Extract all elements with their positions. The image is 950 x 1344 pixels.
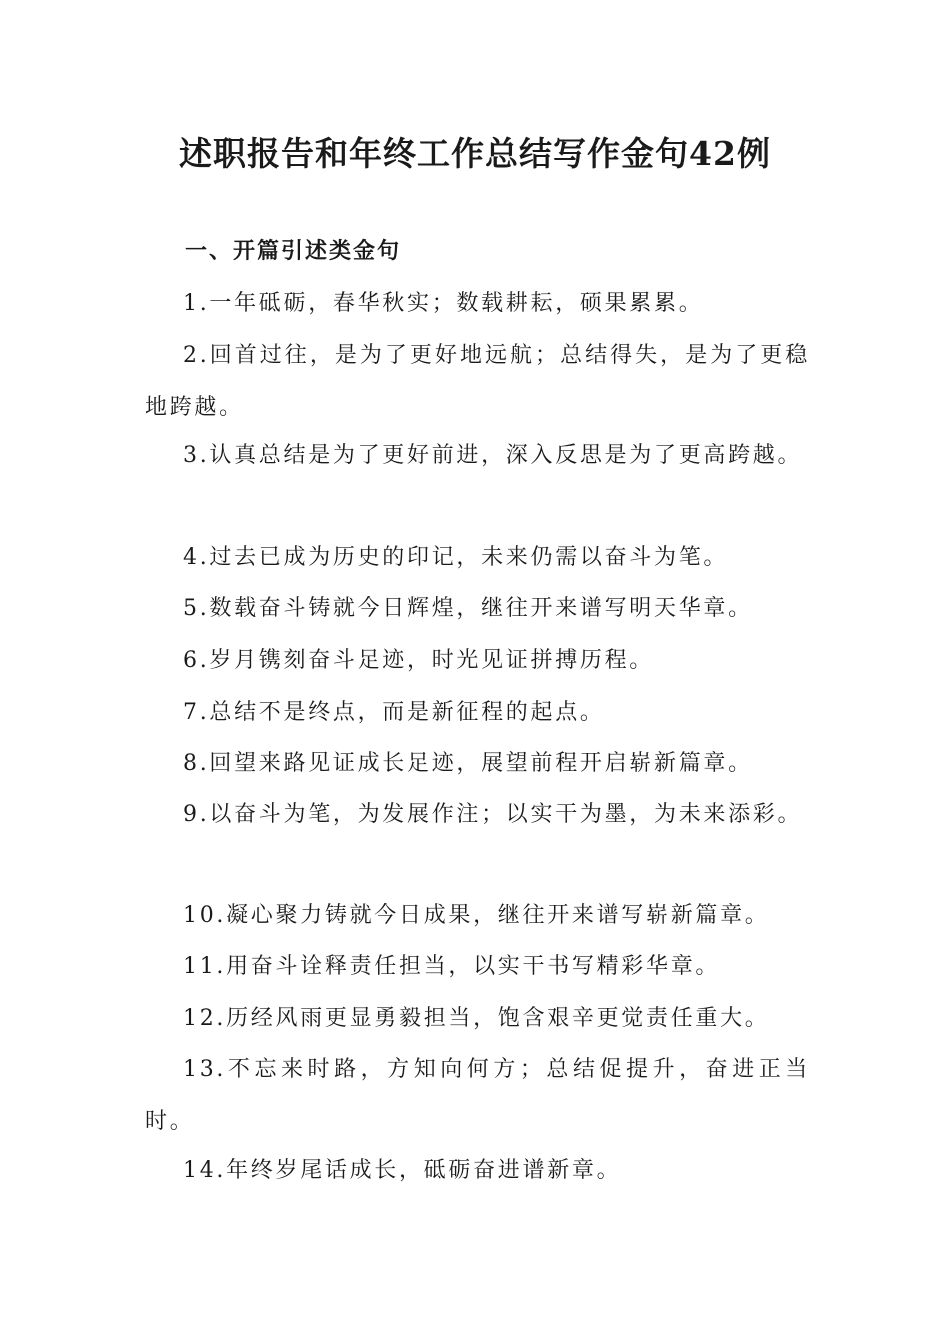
list-item: 14.年终岁尾话成长，砥砺奋进谱新章。 [183, 1158, 622, 1183]
list-item: 3.认真总结是为了更好前进，深入反思是为了更高跨越。 [183, 443, 803, 468]
list-item: 2.回首过往，是为了更好地远航；总结得失，是为了更稳地跨越。 [145, 343, 810, 420]
list-item: 10.凝心聚力铸就今日成果，继往开来谱写崭新篇章。 [183, 903, 770, 928]
list-item: 1.一年砥砺，春华秋实；数载耕耘，硕果累累。 [183, 291, 704, 316]
section-heading: 一、开篇引述类金句 [185, 238, 402, 264]
document-title: 述职报告和年终工作总结写作金句42例 [179, 134, 771, 173]
list-item: 4.过去已成为历史的印记，未来仍需以奋斗为笔。 [183, 545, 729, 570]
list-item: 13.不忘来时路，方知向何方；总结促提升，奋进正当时。 [145, 1057, 810, 1134]
list-item: 12.历经风雨更显勇毅担当，饱含艰辛更觉责任重大。 [183, 1006, 770, 1031]
list-item: 6.岁月镌刻奋斗足迹，时光见证拼搏历程。 [183, 648, 654, 673]
list-item: 8.回望来路见证成长足迹，展望前程开启崭新篇章。 [183, 751, 753, 776]
list-item: 11.用奋斗诠释责任担当，以实干书写精彩华章。 [183, 954, 721, 979]
list-item: 7.总结不是终点，而是新征程的起点。 [183, 700, 605, 725]
list-item: 5.数载奋斗铸就今日辉煌，继往开来谱写明天华章。 [183, 596, 753, 621]
list-item: 9.以奋斗为笔，为发展作注；以实干为墨，为未来添彩。 [183, 802, 803, 827]
